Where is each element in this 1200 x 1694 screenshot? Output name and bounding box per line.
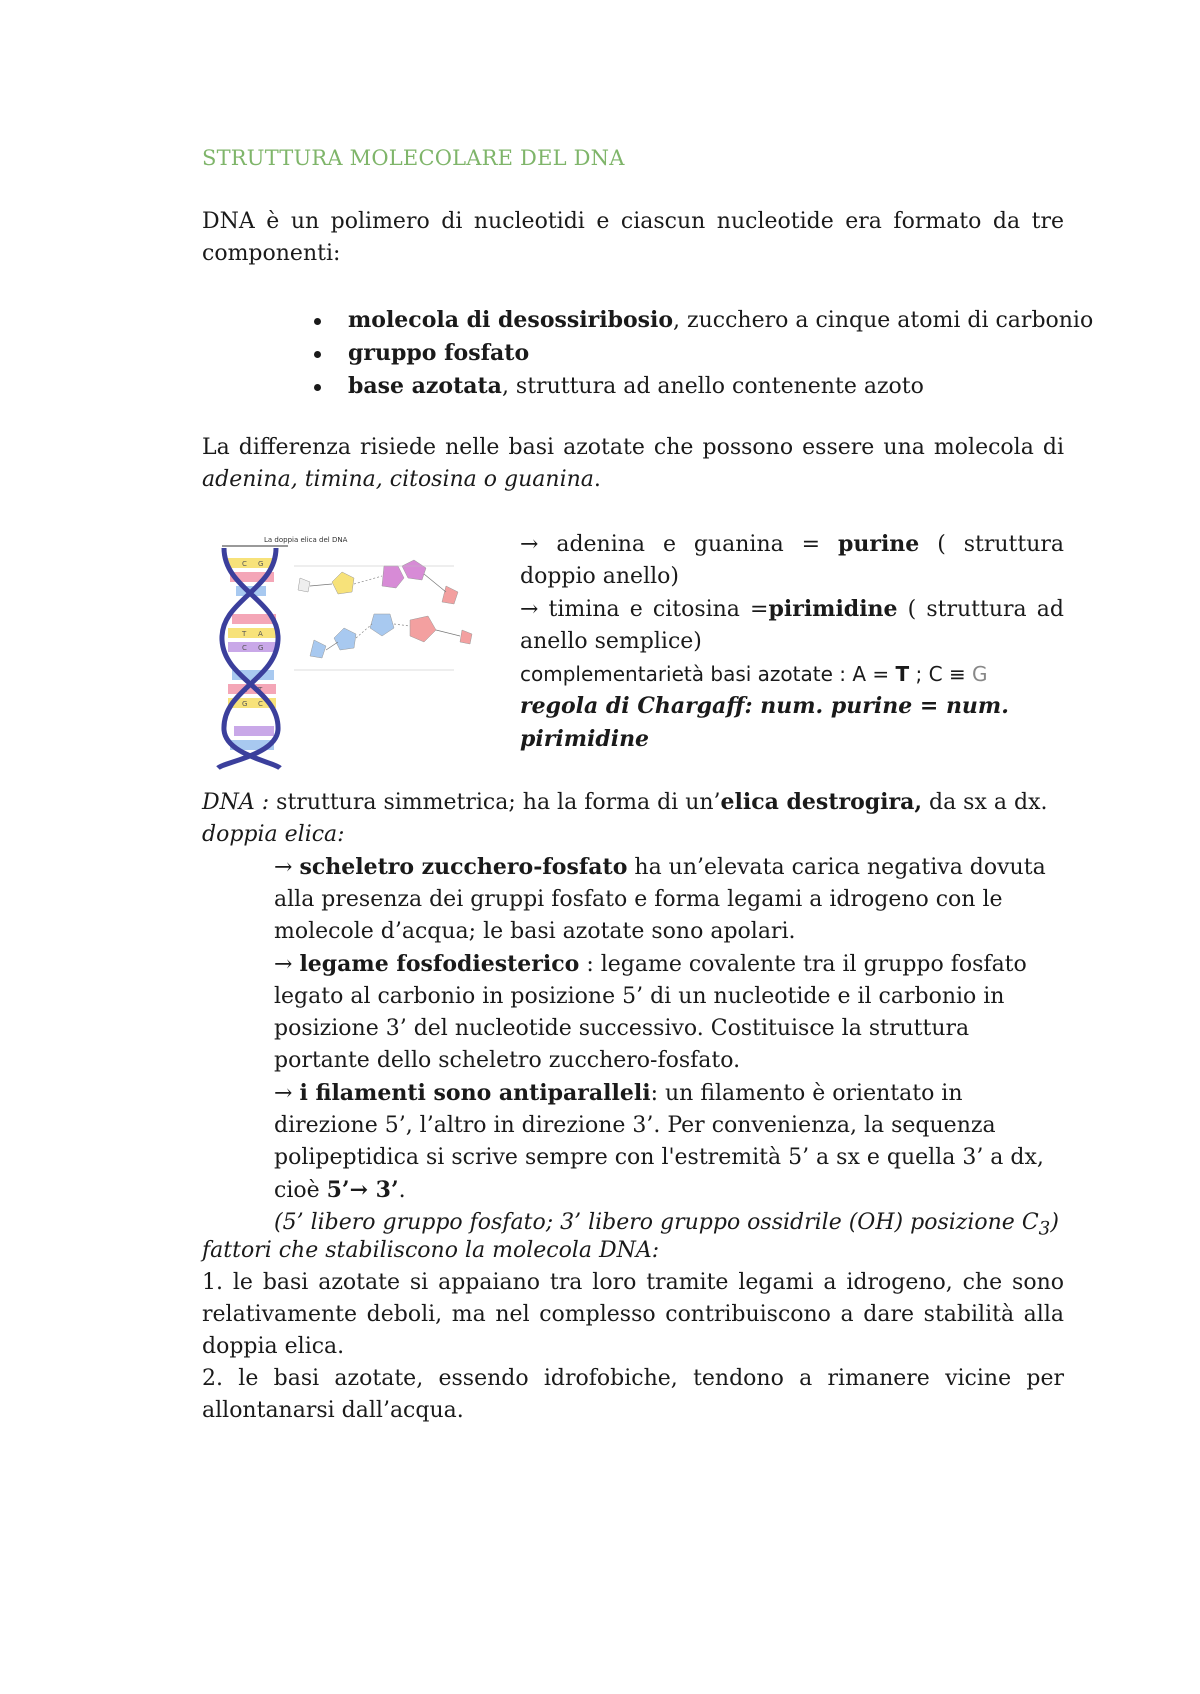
period: . bbox=[593, 467, 601, 492]
stability-heading bbox=[202, 1235, 1064, 1267]
pyrimidine-desc: ( struttura ad anello semplice) bbox=[520, 597, 1064, 654]
complementarity-mid: ; C bbox=[909, 662, 949, 686]
purine-term: purine bbox=[837, 531, 920, 557]
list-item: 2. le basi azotate, essendo idrofobiche, tendono a rimanere vicine per allontanarsi dall’acqua. bbox=[202, 1366, 1064, 1423]
phosphodiester-term: legame fosfodiesterico bbox=[299, 951, 580, 977]
base-label: G bbox=[258, 644, 264, 652]
component-name: base azotata bbox=[348, 373, 502, 399]
backbone-desc: ha un’elevata carica negativa dovuta alla presenza dei gruppi fosfato e forma legami a idrogeno con le molecole d’acqua; le basi azotate sono apolari. bbox=[274, 855, 1046, 944]
arrow: → bbox=[274, 855, 300, 880]
base-label: T bbox=[258, 686, 263, 694]
list-item bbox=[300, 370, 1093, 403]
arrow: → bbox=[274, 952, 300, 977]
dna-structure-section bbox=[202, 786, 1064, 1245]
pyrimidine-term: pirimidine bbox=[768, 596, 898, 622]
purine-note bbox=[520, 528, 1064, 593]
complementarity-note bbox=[520, 658, 1064, 690]
base-label: A bbox=[258, 630, 263, 638]
purine-text: → adenina e guanina = bbox=[520, 532, 838, 557]
base-label: C bbox=[242, 644, 247, 652]
bases-side-notes bbox=[520, 528, 1064, 756]
double-helix-text: doppia elica: bbox=[202, 822, 345, 847]
base-label: C bbox=[242, 560, 247, 568]
complementarity-text: complementarietà basi azotate : A = bbox=[520, 662, 896, 686]
component-desc: , struttura ad anello contenente azoto bbox=[501, 374, 924, 399]
base-G: G bbox=[965, 662, 988, 686]
dna-illustration bbox=[214, 530, 484, 770]
difference-text: La differenza risiede nelle basi azotate che possono essere una molecola di bbox=[202, 435, 1064, 460]
arrow: → bbox=[274, 1081, 300, 1106]
dna-direction: da sx a dx. bbox=[922, 790, 1048, 815]
figure-caption: La doppia elica del DNA bbox=[264, 536, 348, 544]
base-label: G bbox=[258, 560, 264, 568]
stability-heading-text: fattori che stabiliscono la molecola DNA: bbox=[202, 1238, 660, 1263]
period: . bbox=[398, 1178, 406, 1203]
phosphodiester-point bbox=[274, 948, 1066, 1077]
close-paren: ) bbox=[1050, 1210, 1059, 1235]
difference-paragraph bbox=[202, 432, 1064, 496]
stability-section bbox=[202, 1235, 1064, 1427]
components-list bbox=[300, 304, 1093, 403]
direction-term: 5’→ 3’ bbox=[326, 1177, 399, 1203]
chargaff-text: regola di Chargaff: num. purine = num. pirimidine bbox=[520, 693, 1009, 752]
antiparallel-point bbox=[274, 1077, 1066, 1207]
component-name: gruppo fosfato bbox=[348, 340, 530, 366]
list-item bbox=[300, 337, 1093, 370]
base-label: T bbox=[242, 630, 247, 638]
intro-paragraph: DNA è un polimero di nucleotidi e ciascun nucleotide era formato da tre componenti: bbox=[202, 209, 1064, 266]
list-item: 1. le basi azotate si appaiano tra loro tramite legami a idrogeno, che sono relativamente deboli, ma nel complesso contribuiscono a dare stabilità alla doppia elica. bbox=[202, 1270, 1064, 1359]
base-label: A bbox=[242, 686, 247, 694]
antiparallel-term: i filamenti sono antiparalleli bbox=[299, 1080, 651, 1106]
backbone-term: scheletro zucchero-fosfato bbox=[299, 854, 628, 880]
backbone-point bbox=[274, 851, 1066, 948]
antiparallel-desc: : un filamento è orientato in direzione 5’, l’altro in direzione 3’. Per convenienza, la sequenza polipeptidica si scrive sempre con l'estremità 5’ a sx e quella 3’ a dx, cioè bbox=[274, 1081, 1044, 1203]
base-label: G bbox=[242, 700, 248, 708]
base-pairs bbox=[228, 558, 276, 750]
dna-summary bbox=[202, 786, 1064, 819]
base-label: C bbox=[258, 700, 263, 708]
dna-label: DNA : bbox=[202, 790, 270, 815]
purine-desc: ( struttura doppio anello) bbox=[520, 532, 1065, 589]
double-helix-label bbox=[202, 819, 1064, 851]
dna-text: struttura simmetrica; ha la forma di un’ bbox=[269, 790, 721, 815]
page-title: STRUTTURA MOLECOLARE DEL DNA bbox=[202, 146, 625, 170]
pyrimidine-note bbox=[520, 593, 1064, 658]
component-name: molecola di desossiribosio bbox=[348, 307, 674, 333]
list-item bbox=[300, 304, 1093, 337]
subscript: 3 bbox=[1038, 1218, 1051, 1240]
component-desc: , zucchero a cinque atomi di carbonio bbox=[673, 308, 1094, 333]
bases-list: adenina, timina, citosina o guanina bbox=[202, 467, 594, 492]
phosphodiester-desc: : legame covalente tra il gruppo fosfato legato al carbonio in posizione 5’ di un nucleotide e il carbonio in posizione 3’ del nucleotide successivo. Costituisce la struttura portante dello scheletro zucchero-fosfato. bbox=[274, 952, 1027, 1073]
base-T: T bbox=[895, 662, 910, 686]
ends-text: (5’ libero gruppo fosfato; 3’ libero gruppo ossidrile (OH) posizione C bbox=[274, 1210, 1039, 1235]
helix-term: elica destrogira, bbox=[720, 789, 922, 815]
chargaff-rule bbox=[520, 690, 1064, 756]
triple-bond-symbol: ≡ bbox=[948, 662, 966, 686]
base-pair-structure bbox=[294, 560, 472, 670]
pyrimidine-text: → timina e citosina = bbox=[520, 597, 769, 622]
